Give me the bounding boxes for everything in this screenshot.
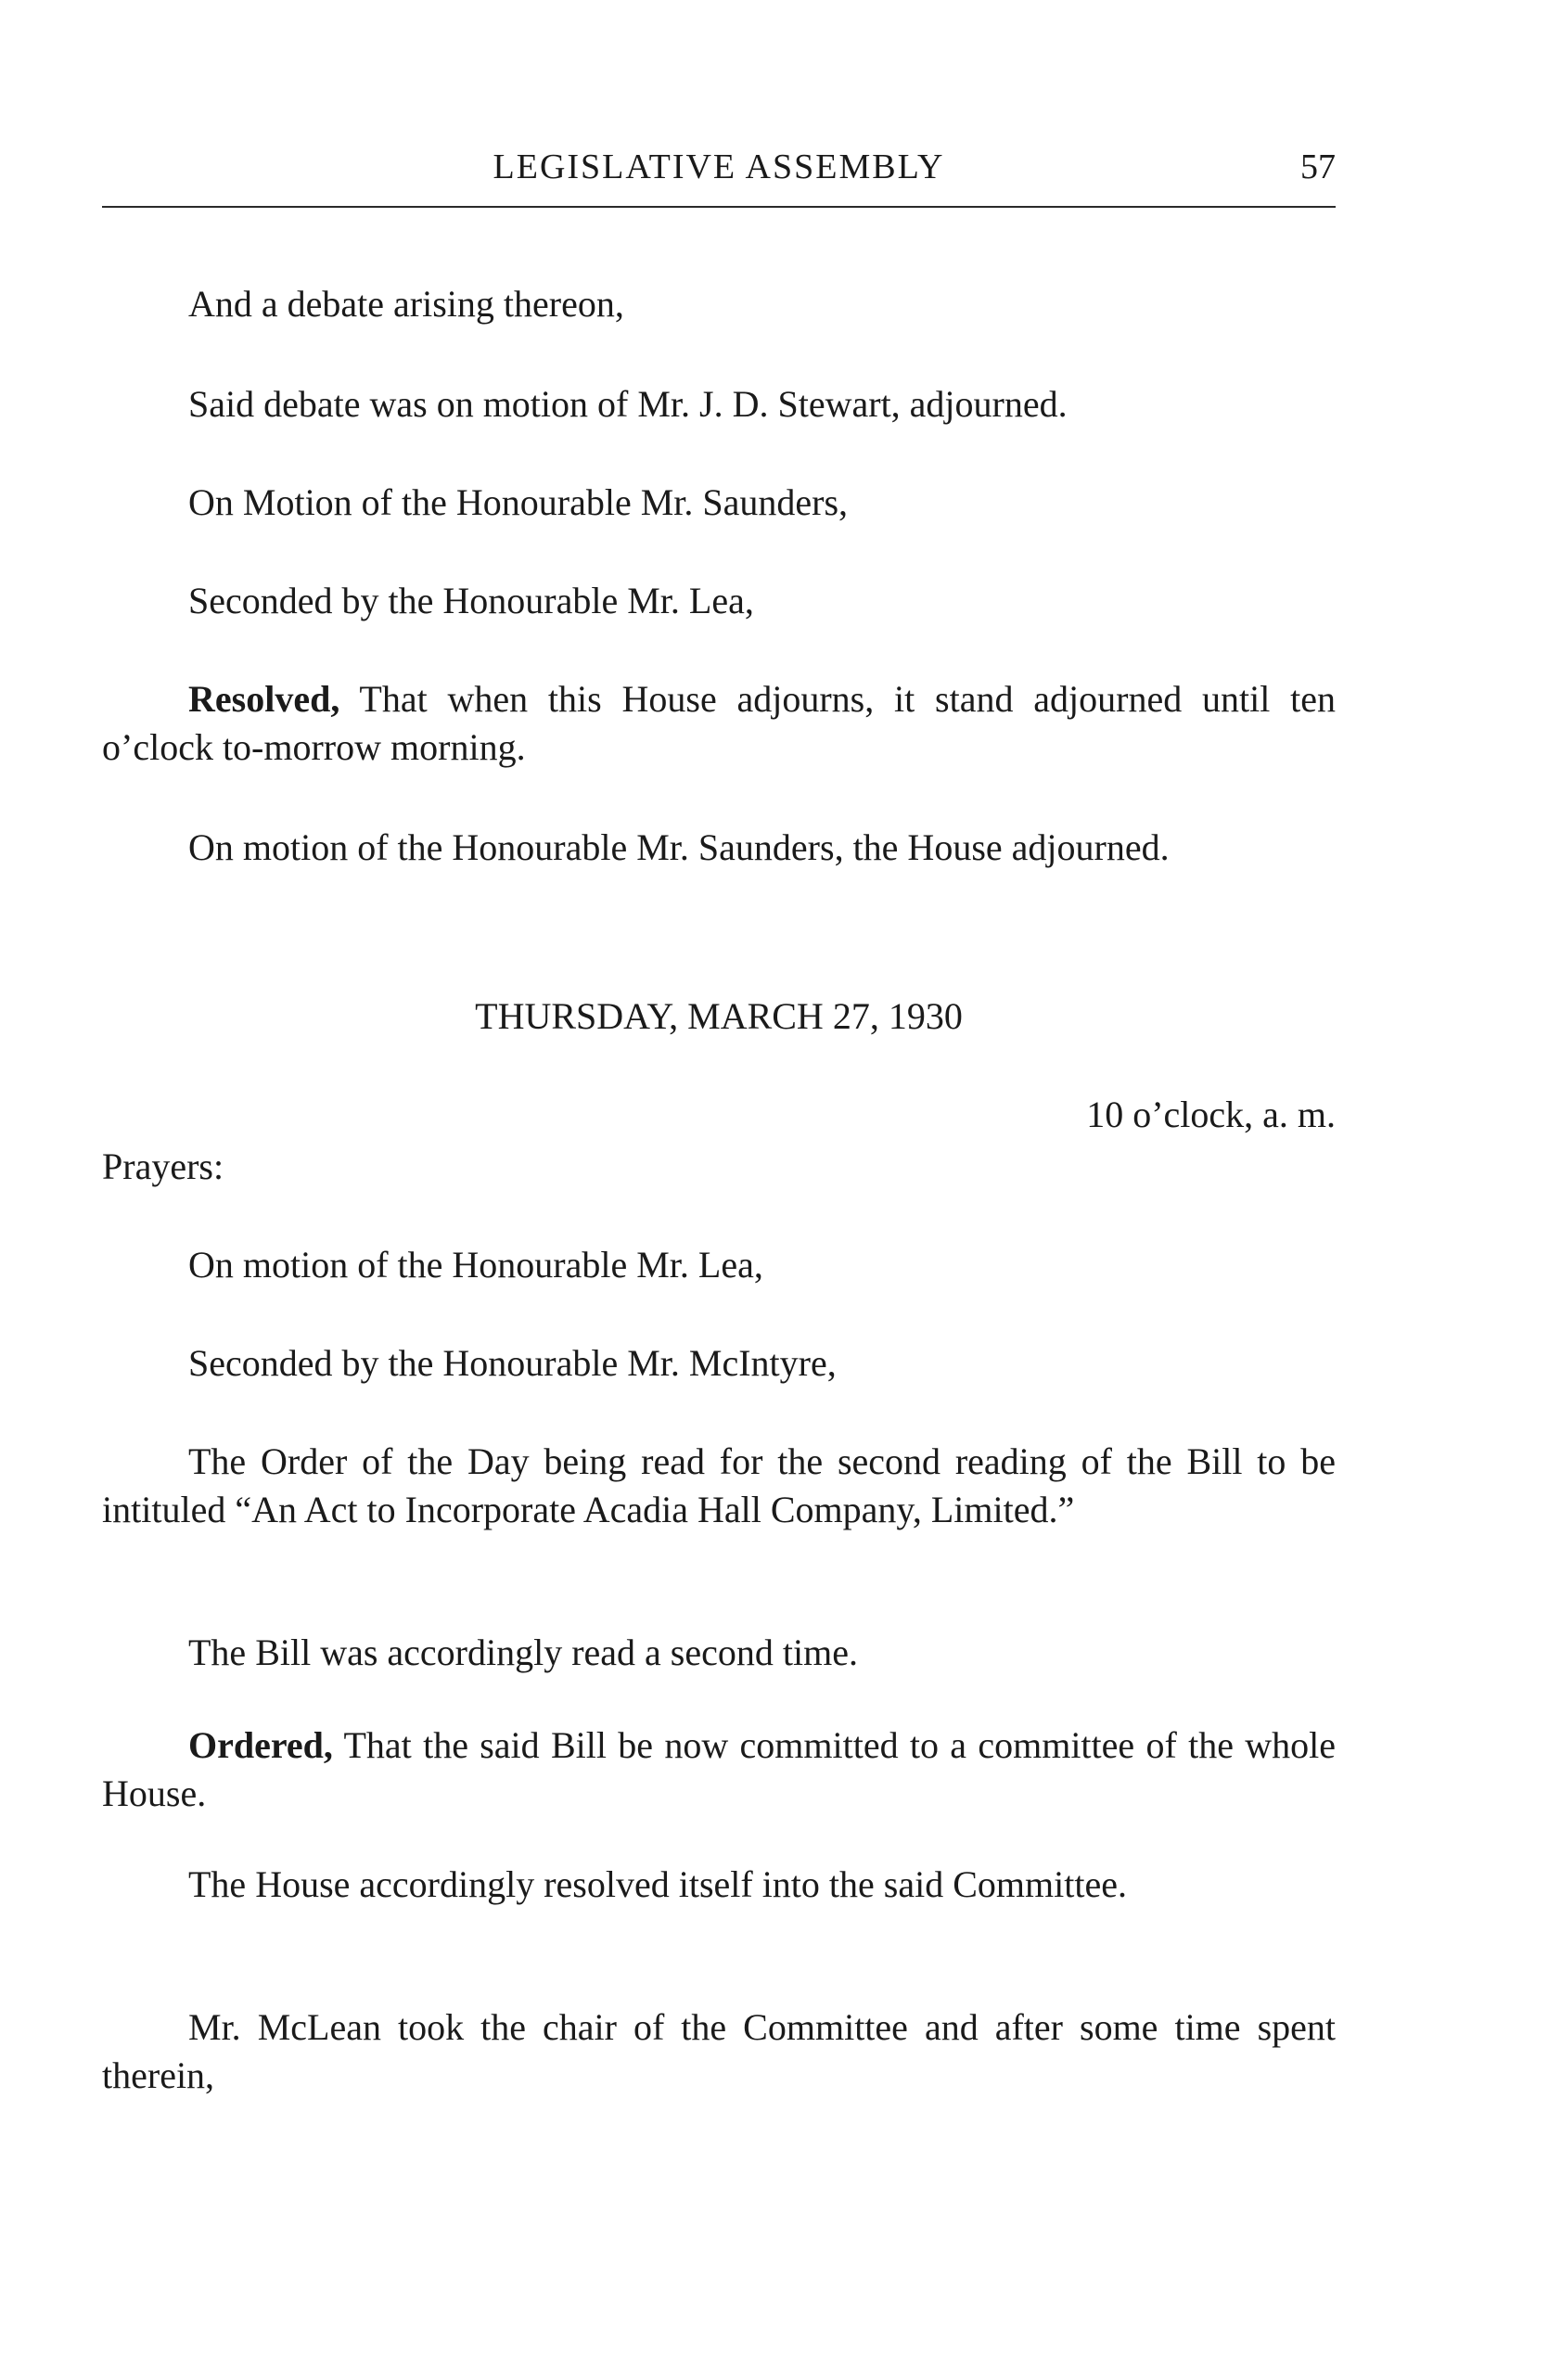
paragraph-ordered (102, 1721, 1336, 1818)
paragraph-debate-adjourned: Said debate was on motion of Mr. J. D. Stewart, adjourned. (188, 383, 1068, 425)
paragraph-house-adjourned: On motion of the Honourable Mr. Saunders, the House adjourned. (188, 826, 1170, 868)
prayers-label: Prayers: (102, 1145, 224, 1187)
running-title: LEGISLATIVE ASSEMBLY (493, 147, 945, 186)
paragraph-motion-lea: On motion of the Honourable Mr. Lea, (188, 1244, 763, 1286)
paragraph-order-of-day: The Order of the Day being read for the second reading of the Bill to be intituled “An Act to Incorporate Acadia Hall Company, Limited.” (102, 1440, 1336, 1530)
paragraph-second-reading: The Bill was accordingly read a second time. (188, 1631, 858, 1673)
resolved-text: That when this House adjourns, it stand adjourned until ten o’clock to-morrow morning. (102, 678, 1336, 768)
paragraph-seconded-mcintyre: Seconded by the Honourable Mr. McIntyre, (188, 1342, 837, 1384)
date-heading: THURSDAY, MARCH 27, 1930 (475, 995, 963, 1037)
ordered-text: That the said Bill be now committed to a committee of the whole House. (102, 1724, 1336, 1814)
paragraph-committee-resolved: The House accordingly resolved itself into the said Committee. (188, 1863, 1127, 1905)
page-number: 57 (1300, 147, 1336, 186)
sitting-time: 10 o’clock, a. m. (1086, 1094, 1336, 1135)
paragraph-mclean-chair: Mr. McLean took the chair of the Committee and after some time spent therein, (102, 2006, 1336, 2096)
paragraph-seconded-lea: Seconded by the Honourable Mr. Lea, (188, 580, 754, 621)
resolved-label: Resolved, (188, 678, 340, 720)
page-header (102, 147, 1336, 202)
paragraph-resolved (102, 675, 1336, 772)
ordered-label: Ordered, (188, 1724, 333, 1766)
paragraph-motion-saunders: On Motion of the Honourable Mr. Saunders, (188, 481, 849, 523)
paragraph-debate-arising: And a debate arising thereon, (188, 283, 624, 325)
header-rule (102, 206, 1336, 208)
